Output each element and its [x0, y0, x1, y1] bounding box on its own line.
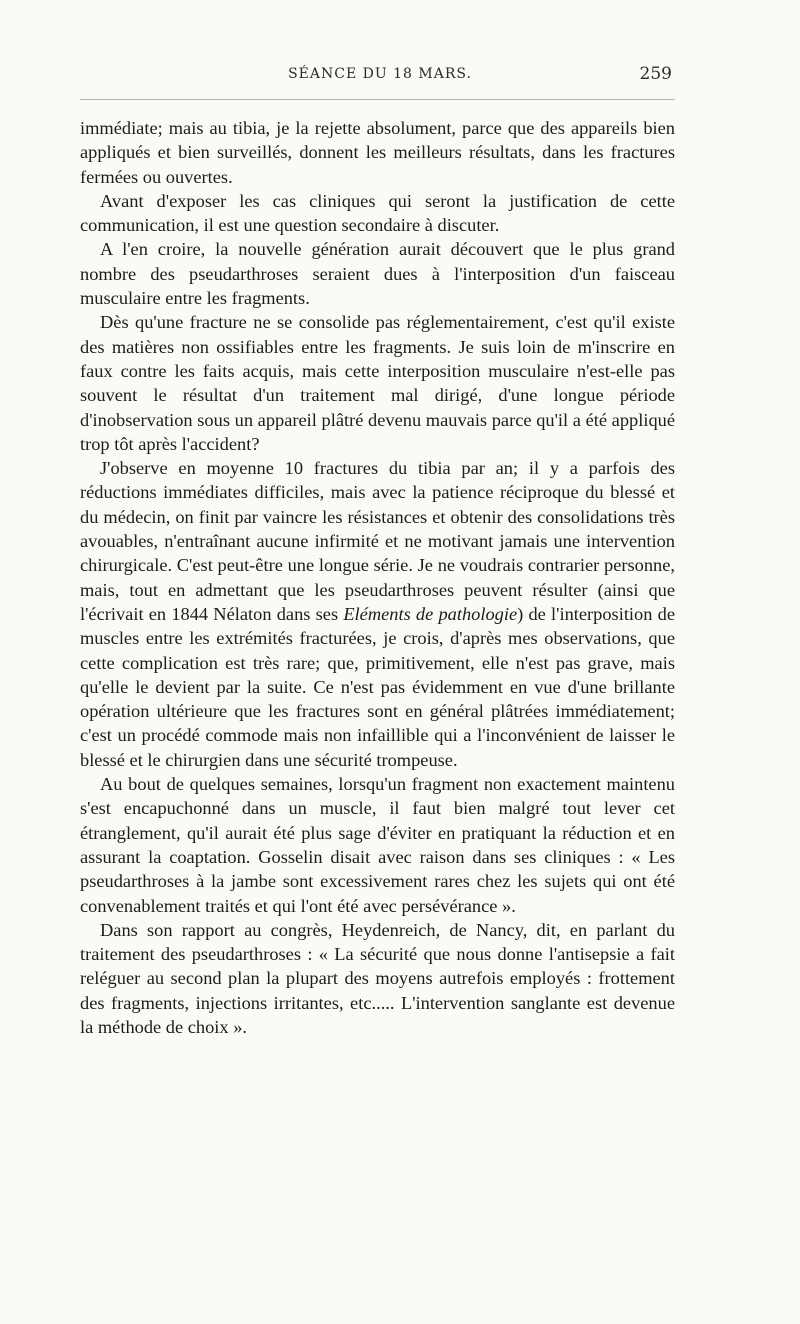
paragraph: immédiate; mais au tibia, je la rejette absolument, parce que des appareils bien appliqués et bien surveillés, donnent les meilleurs résultats, dans les fractures fermées ou ouvertes. — [80, 118, 675, 187]
paragraph: Au bout de quelques semaines, lorsqu'un fragment non exactement maintenu s'est encapuchonné dans un muscle, il faut bien malgré tout lever cet étranglement, qu'il aurait été plus sage d'éviter en pratiquant la réduction et en assurant la coaptation. Gosselin disait avec raison dans ses cliniques : « Les pseudarthroses à la jambe sont excessivement rares chez les sujets qui ont été convenablement traités et qui l'ont été avec persévérance ». — [80, 774, 675, 916]
paragraph: Dans son rapport au congrès, Heydenreich, de Nancy, dit, en parlant du traitement des pseudarthroses : « La sécurité que nous donne l'antisepsie a fait reléguer au second plan la plupart des moyens autrefois employés : frottement des fragments, injections irritantes, etc..... L'intervention sanglante est devenue la méthode de choix ». — [80, 919, 675, 1037]
body-text — [80, 116, 675, 1039]
paragraph: Dès qu'une fracture ne se consolide pas réglementairement, c'est qu'il existe des matières non ossifiables entre les fragments. Je suis loin de m'inscrire en faux contre les faits acquis, mais cette interposition musculaire n'est-elle pas souvent le résultat d'un traitement mal dirigé, d'une longue période d'inobservation sous un appareil plâtré devenu mauvais parce qu'il a été appliqué trop tôt après l'accident? — [80, 312, 675, 454]
paragraph-text: ) de l'interposition de muscles entre les extrémités fracturées, je crois, d'après mes observations, que cette complication est très rare; que, primitivement, elle n'est pas grave, mais qu'elle le devient par la suite. Ce n'est pas évidemment en vue d'une brillante opération ultérieure que les fractures sont en général plâtrées immédiatement; c'est un procédé commode mais non infaillible qui a l'inconvénient de laisser le blessé et le chirurgien dans une sécurité trompeuse. — [80, 603, 675, 770]
book-title: Eléments de pathologie — [343, 603, 518, 624]
page-number: 259 — [639, 64, 672, 84]
header-rule — [80, 99, 675, 100]
paragraph-text: J'observe en moyenne 10 fractures du tibia par an; il y a parfois des réductions immédiates difficiles, mais avec la patience réciproque du blessé et du médecin, on finit par vaincre les résistances et obtenir des consolidations très avouables, n'entraînant aucune infirmité et ne motivant jamais une intervention chirurgicale. C'est peut-être une longue série. Je ne voudrais contrarier personne, mais, tout en admettant que les pseudarthroses peuvent résulter (ainsi que l'écrivait en 1844 Nélaton dans ses — [80, 458, 675, 624]
paragraph — [80, 456, 675, 772]
page-header — [80, 62, 680, 88]
paragraph: Avant d'exposer les cas cliniques qui seront la justification de cette communication, il est une question secondaire à discuter. — [80, 190, 675, 236]
paragraph: A l'en croire, la nouvelle génération aurait découvert que le plus grand nombre des pseudarthroses seraient dues à l'interposition d'un faisceau musculaire entre les fragments. — [80, 239, 675, 309]
running-title: SÉANCE DU 18 MARS. — [288, 66, 472, 82]
